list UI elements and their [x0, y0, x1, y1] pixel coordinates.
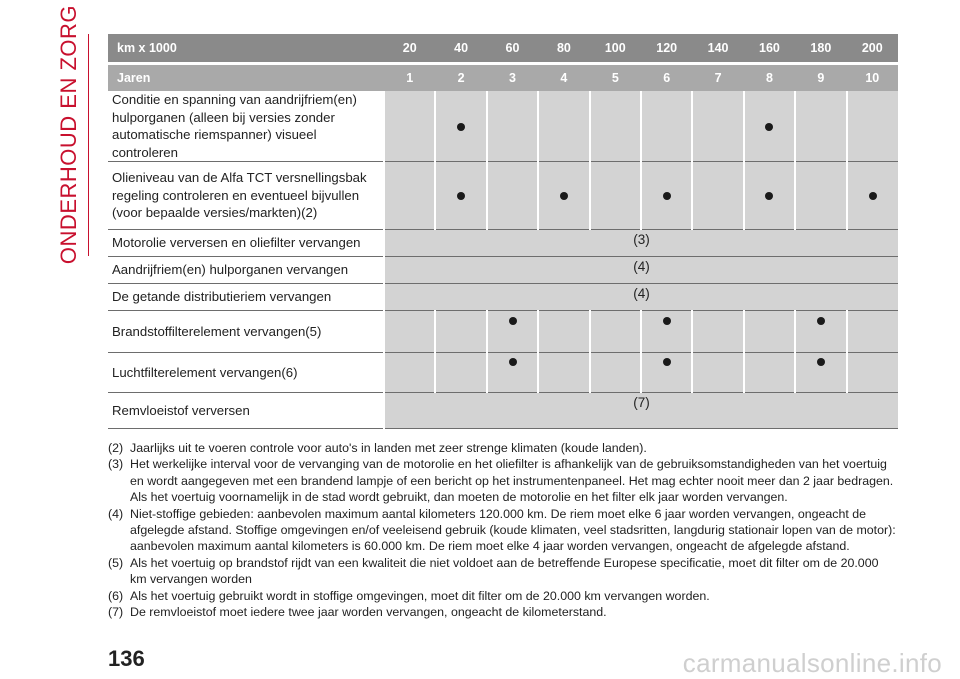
- footnote: [108, 506, 898, 555]
- row-label: Luchtfilterelement vervangen(6): [108, 353, 384, 393]
- check-dot-icon: [663, 358, 671, 366]
- check-dot-icon: [457, 192, 465, 200]
- km-header-row: [108, 34, 898, 62]
- schedule-cell: [744, 162, 795, 230]
- check-dot-icon: [817, 317, 825, 325]
- years-header-cell: 5: [590, 65, 641, 91]
- schedule-cell: [384, 162, 435, 230]
- schedule-row: [108, 230, 898, 257]
- schedule-cell: [590, 311, 641, 353]
- schedule-cell: [641, 311, 692, 353]
- schedule-cell: [435, 91, 486, 162]
- schedule-row: [108, 284, 898, 311]
- page-number: 136: [108, 646, 145, 671]
- schedule-cell: [692, 311, 743, 353]
- years-header-cell: 4: [538, 65, 589, 91]
- footnote-number: (2): [108, 441, 124, 455]
- years-header-cell: 2: [435, 65, 486, 91]
- km-header-cell: 20: [384, 34, 435, 62]
- check-dot-icon: [663, 317, 671, 325]
- schedule-cell: [538, 162, 589, 230]
- schedule-cell: [847, 162, 898, 230]
- row-label: Remvloeistof verversen: [108, 393, 384, 429]
- row-label: Olieniveau van de Alfa TCT versnellingsbak regeling controleren en eventueel bijvullen (voor bepaalde versies/markten)(2): [108, 162, 384, 230]
- schedule-cell: [847, 91, 898, 162]
- schedule-cell: [795, 353, 846, 393]
- schedule-cell: [435, 353, 486, 393]
- schedule-row: [108, 311, 898, 353]
- footnote: [108, 588, 898, 604]
- schedule-row: [108, 91, 898, 162]
- check-dot-icon: [817, 358, 825, 366]
- row-label: Conditie en spanning van aandrijfriem(en) hulporganen (alleen bij versies zonder automatische riemspanner) visueel controleren: [108, 91, 384, 162]
- footnote-number: (7): [108, 605, 124, 620]
- check-dot-icon: [663, 192, 671, 200]
- schedule-cell: [795, 162, 846, 230]
- row-label: Aandrijfriem(en) hulporganen vervangen: [108, 257, 384, 284]
- schedule-cell: [692, 162, 743, 230]
- schedule-cell: [641, 91, 692, 162]
- footnote: [108, 440, 898, 456]
- footnote-text: Als het voertuig op brandstof rijdt van een kwaliteit die niet voldoet aan de betreffende Europese specificatie, moet dit filter om de 20.000 km vervangen worden: [130, 555, 879, 587]
- schedule-cell: [795, 311, 846, 353]
- interval-note: (4): [384, 257, 898, 284]
- schedule-cell: [384, 311, 435, 353]
- km-header-cell: 180: [795, 34, 846, 62]
- footnote-text: Als het voertuig gebruikt wordt in stoffige omgevingen, moet dit filter om de 20.000 km vervangen worden.: [130, 588, 710, 603]
- row-label: Brandstoffilterelement vervangen(5): [108, 311, 384, 353]
- footnote-text: Jaarlijks uit te voeren controle voor auto's in landen met zeer strenge klimaten (koude landen).: [130, 441, 647, 455]
- footnote-text: Niet-stoffige gebieden: aanbevolen maximum aantal kilometers 120.000 km. De riem moet elke 6 jaar worden vervangen, ongeacht de afgelegde afstand. Stoffige omgevingen en/of veeleisend gebruik (koude klimaten, veel stadsritten, langdurig stationair lopen van de motor): aanbevolen maximum aantal kilometers is 60.000 km. De riem moet elke 4 jaar worden vervangen, ongeacht de afgelegde afstand.: [130, 506, 896, 554]
- watermark: carmanualsonline.info: [682, 648, 942, 678]
- schedule-cell: [692, 91, 743, 162]
- years-header-cell: 10: [847, 65, 898, 91]
- km-header-cell: 60: [487, 34, 538, 62]
- schedule-cell: [538, 311, 589, 353]
- check-dot-icon: [765, 123, 773, 131]
- footnote: [108, 604, 898, 620]
- schedule-cell: [590, 353, 641, 393]
- footnote: [108, 456, 898, 505]
- section-title: [52, 4, 86, 264]
- schedule-cell: [795, 91, 846, 162]
- schedule-cell: [641, 353, 692, 393]
- check-dot-icon: [457, 123, 465, 131]
- years-header-cell: 3: [487, 65, 538, 91]
- schedule-cell: [538, 353, 589, 393]
- km-header-cell: 140: [692, 34, 743, 62]
- check-dot-icon: [765, 192, 773, 200]
- interval-note: (3): [384, 230, 898, 257]
- schedule-cell: [744, 353, 795, 393]
- schedule-cell: [487, 162, 538, 230]
- maintenance-schedule-table: [108, 34, 898, 429]
- footnote-number: (6): [108, 588, 124, 603]
- schedule-row: [108, 162, 898, 230]
- km-header-cell: 80: [538, 34, 589, 62]
- footnote-text: Het werkelijke interval voor de vervanging van de motorolie en het oliefilter is afhankelijk van de gebruiksomstandigheden van het voertuig en wordt aangegeven met een brandend lampje of een bericht op het instrumentenpaneel. Het mag echter nooit meer dan 2 jaar bedragen. Als het voertuig voornamelijk in de stad wordt gebruikt, dan moeten de motorolie en het filter elk jaar worden vervangen.: [130, 457, 894, 505]
- km-header-cell: 100: [590, 34, 641, 62]
- km-header-label: km x 1000: [108, 34, 384, 62]
- footnote-number: (3): [108, 457, 124, 472]
- years-header-cell: 6: [641, 65, 692, 91]
- schedule-cell: [384, 91, 435, 162]
- schedule-cell: [435, 311, 486, 353]
- years-header-cell: 9: [795, 65, 846, 91]
- km-header-cell: 200: [847, 34, 898, 62]
- schedule-cell: [487, 353, 538, 393]
- km-header-cell: 120: [641, 34, 692, 62]
- section-title-text: ONDERHOUD EN ZORG: [56, 4, 81, 264]
- footnotes: [108, 440, 898, 620]
- schedule-cell: [384, 353, 435, 393]
- footnote-number: (5): [108, 555, 124, 570]
- check-dot-icon: [509, 358, 517, 366]
- check-dot-icon: [869, 192, 877, 200]
- schedule-cell: [487, 91, 538, 162]
- interval-note: (7): [384, 393, 898, 429]
- years-header-cell: 7: [692, 65, 743, 91]
- footnote-number: (4): [108, 506, 124, 521]
- years-header-cell: 8: [744, 65, 795, 91]
- schedule-cell: [538, 91, 589, 162]
- schedule-cell: [692, 353, 743, 393]
- years-header-cell: 1: [384, 65, 435, 91]
- row-label: De getande distributieriem vervangen: [108, 284, 384, 311]
- schedule-row: [108, 393, 898, 429]
- schedule-cell: [590, 91, 641, 162]
- km-header-cell: 40: [435, 34, 486, 62]
- schedule-row: [108, 353, 898, 393]
- footnote: [108, 555, 898, 588]
- schedule-cell: [435, 162, 486, 230]
- check-dot-icon: [560, 192, 568, 200]
- check-dot-icon: [509, 317, 517, 325]
- years-header-label: Jaren: [108, 65, 384, 91]
- section-divider: [88, 34, 89, 256]
- schedule-cell: [847, 311, 898, 353]
- schedule-cell: [487, 311, 538, 353]
- interval-note: (4): [384, 284, 898, 311]
- row-label: Motorolie verversen en oliefilter vervangen: [108, 230, 384, 257]
- schedule-cell: [744, 91, 795, 162]
- footnote-text: De remvloeistof moet iedere twee jaar worden vervangen, ongeacht de kilometerstand.: [130, 605, 607, 620]
- schedule-cell: [641, 162, 692, 230]
- km-header-cell: 160: [744, 34, 795, 62]
- schedule-row: [108, 257, 898, 284]
- years-header-row: [108, 65, 898, 91]
- schedule-cell: [847, 353, 898, 393]
- schedule-cell: [744, 311, 795, 353]
- schedule-cell: [590, 162, 641, 230]
